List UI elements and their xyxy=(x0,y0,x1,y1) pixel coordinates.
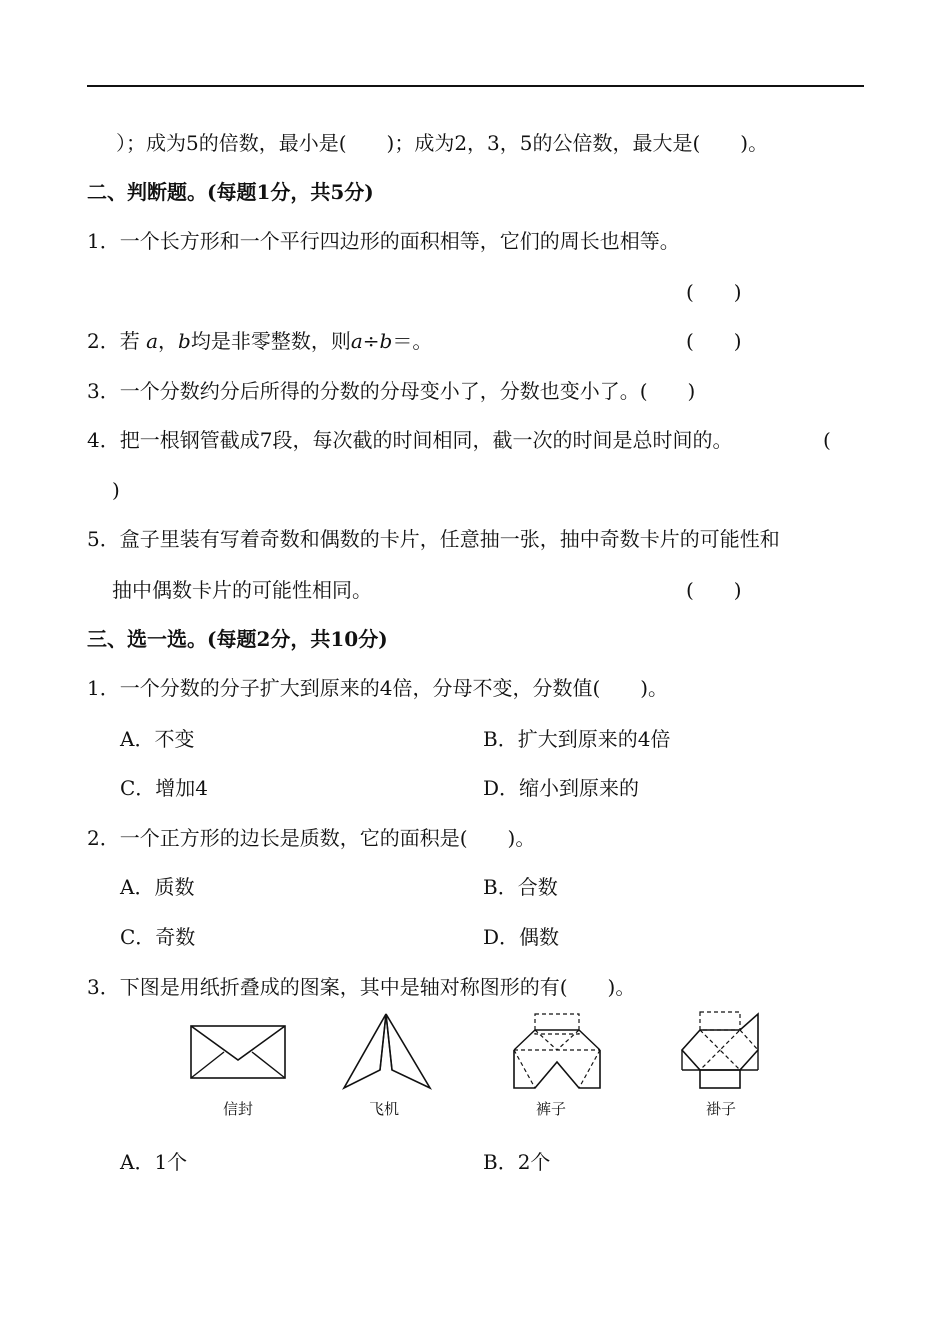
var-a: a xyxy=(146,329,159,353)
expr-b: b xyxy=(379,329,393,353)
judge-item-4 xyxy=(87,428,732,452)
mc-q1-option-a[interactable]: A．不变 xyxy=(120,727,195,751)
item-number: 5． xyxy=(87,527,120,551)
item-number: 4． xyxy=(87,428,120,452)
mc-q2-option-a[interactable]: A．质数 xyxy=(120,875,195,899)
mc-q3-option-b[interactable]: B．2个 xyxy=(483,1150,551,1174)
figure-caption-plane: 飞机 xyxy=(369,1100,400,1118)
mc-q2-stem: 2．一个正方形的边长是质数，它的面积是( )。 xyxy=(87,826,536,850)
item-text: 一个长方形和一个平行四边形的面积相等，它们的周长也相等。 xyxy=(119,229,680,253)
div-sign: ÷ xyxy=(362,329,380,353)
judge-item-5-cont: 抽中偶数卡片的可能性相同。 xyxy=(112,578,372,602)
figure-caption-jacket: 褂子 xyxy=(706,1100,737,1118)
item-text: 盒子里装有写着奇数和偶数的卡片，任意抽一张，抽中奇数卡片的可能性和 xyxy=(119,527,780,551)
top-rule xyxy=(87,85,864,87)
judge-item-2 xyxy=(87,329,432,353)
mc-q2-option-b[interactable]: B．合数 xyxy=(483,875,558,899)
mc-q2-option-d[interactable]: D．偶数 xyxy=(483,925,560,949)
item-number: 2． xyxy=(87,329,120,353)
answer-blank-5[interactable]: ( ) xyxy=(686,578,742,602)
paper-plane-figure xyxy=(340,1010,436,1092)
answer-blank-4-open[interactable]: ( xyxy=(823,428,831,452)
section3-heading: 三、选一选。(每题2分，共10分) xyxy=(87,627,388,651)
item-number: 1． xyxy=(87,229,120,253)
envelope-figure xyxy=(186,1020,290,1082)
judge-item-3 xyxy=(87,379,695,403)
expr-a: a xyxy=(350,329,363,353)
mc-q1-stem: 1．一个分数的分子扩大到原来的4倍，分母不变，分数值( )。 xyxy=(87,676,669,700)
item-text-post: ＝。 xyxy=(392,329,433,353)
mc-q1-option-c[interactable]: C．增加4 xyxy=(120,776,209,800)
judge-item-1 xyxy=(87,229,680,253)
answer-blank-2[interactable]: ( ) xyxy=(686,329,742,353)
pants-figure xyxy=(508,1010,606,1094)
mc-q3-stem: 3．下图是用纸折叠成的图案，其中是轴对称图形的有( )。 xyxy=(87,975,636,999)
continuation-line: ）；成为5的倍数，最小是( )；成为2，3，5的公倍数，最大是( )。 xyxy=(116,131,769,155)
item-text-mid: 均是非零整数，则 xyxy=(190,329,351,353)
mc-q1-option-d[interactable]: D．缩小到原来的 xyxy=(483,776,640,800)
comma: ， xyxy=(158,329,179,353)
item-text: 若 xyxy=(119,329,140,353)
judge-item-5 xyxy=(87,527,780,551)
answer-blank-1[interactable]: ( ) xyxy=(686,280,742,304)
figure-caption-pants: 裤子 xyxy=(536,1100,567,1118)
answer-blank-4-close: ) xyxy=(112,478,120,502)
item-text: 把一根钢管截成7段，每次截的时间相同，截一次的时间是总时间的。 xyxy=(119,428,733,452)
var-b: b xyxy=(178,329,191,353)
mc-q2-option-c[interactable]: C．奇数 xyxy=(120,925,196,949)
jacket-figure xyxy=(678,1008,764,1094)
item-number: 3． xyxy=(87,379,120,403)
figure-caption-envelope: 信封 xyxy=(223,1100,254,1118)
mc-q1-option-b[interactable]: B．扩大到原来的4倍 xyxy=(483,727,671,751)
mc-q3-option-a[interactable]: A．1个 xyxy=(120,1150,188,1174)
section2-heading: 二、判断题。(每题1分，共5分) xyxy=(87,180,374,204)
item-text: 一个分数约分后所得的分数的分母变小了，分数也变小了。( ) xyxy=(119,379,696,403)
